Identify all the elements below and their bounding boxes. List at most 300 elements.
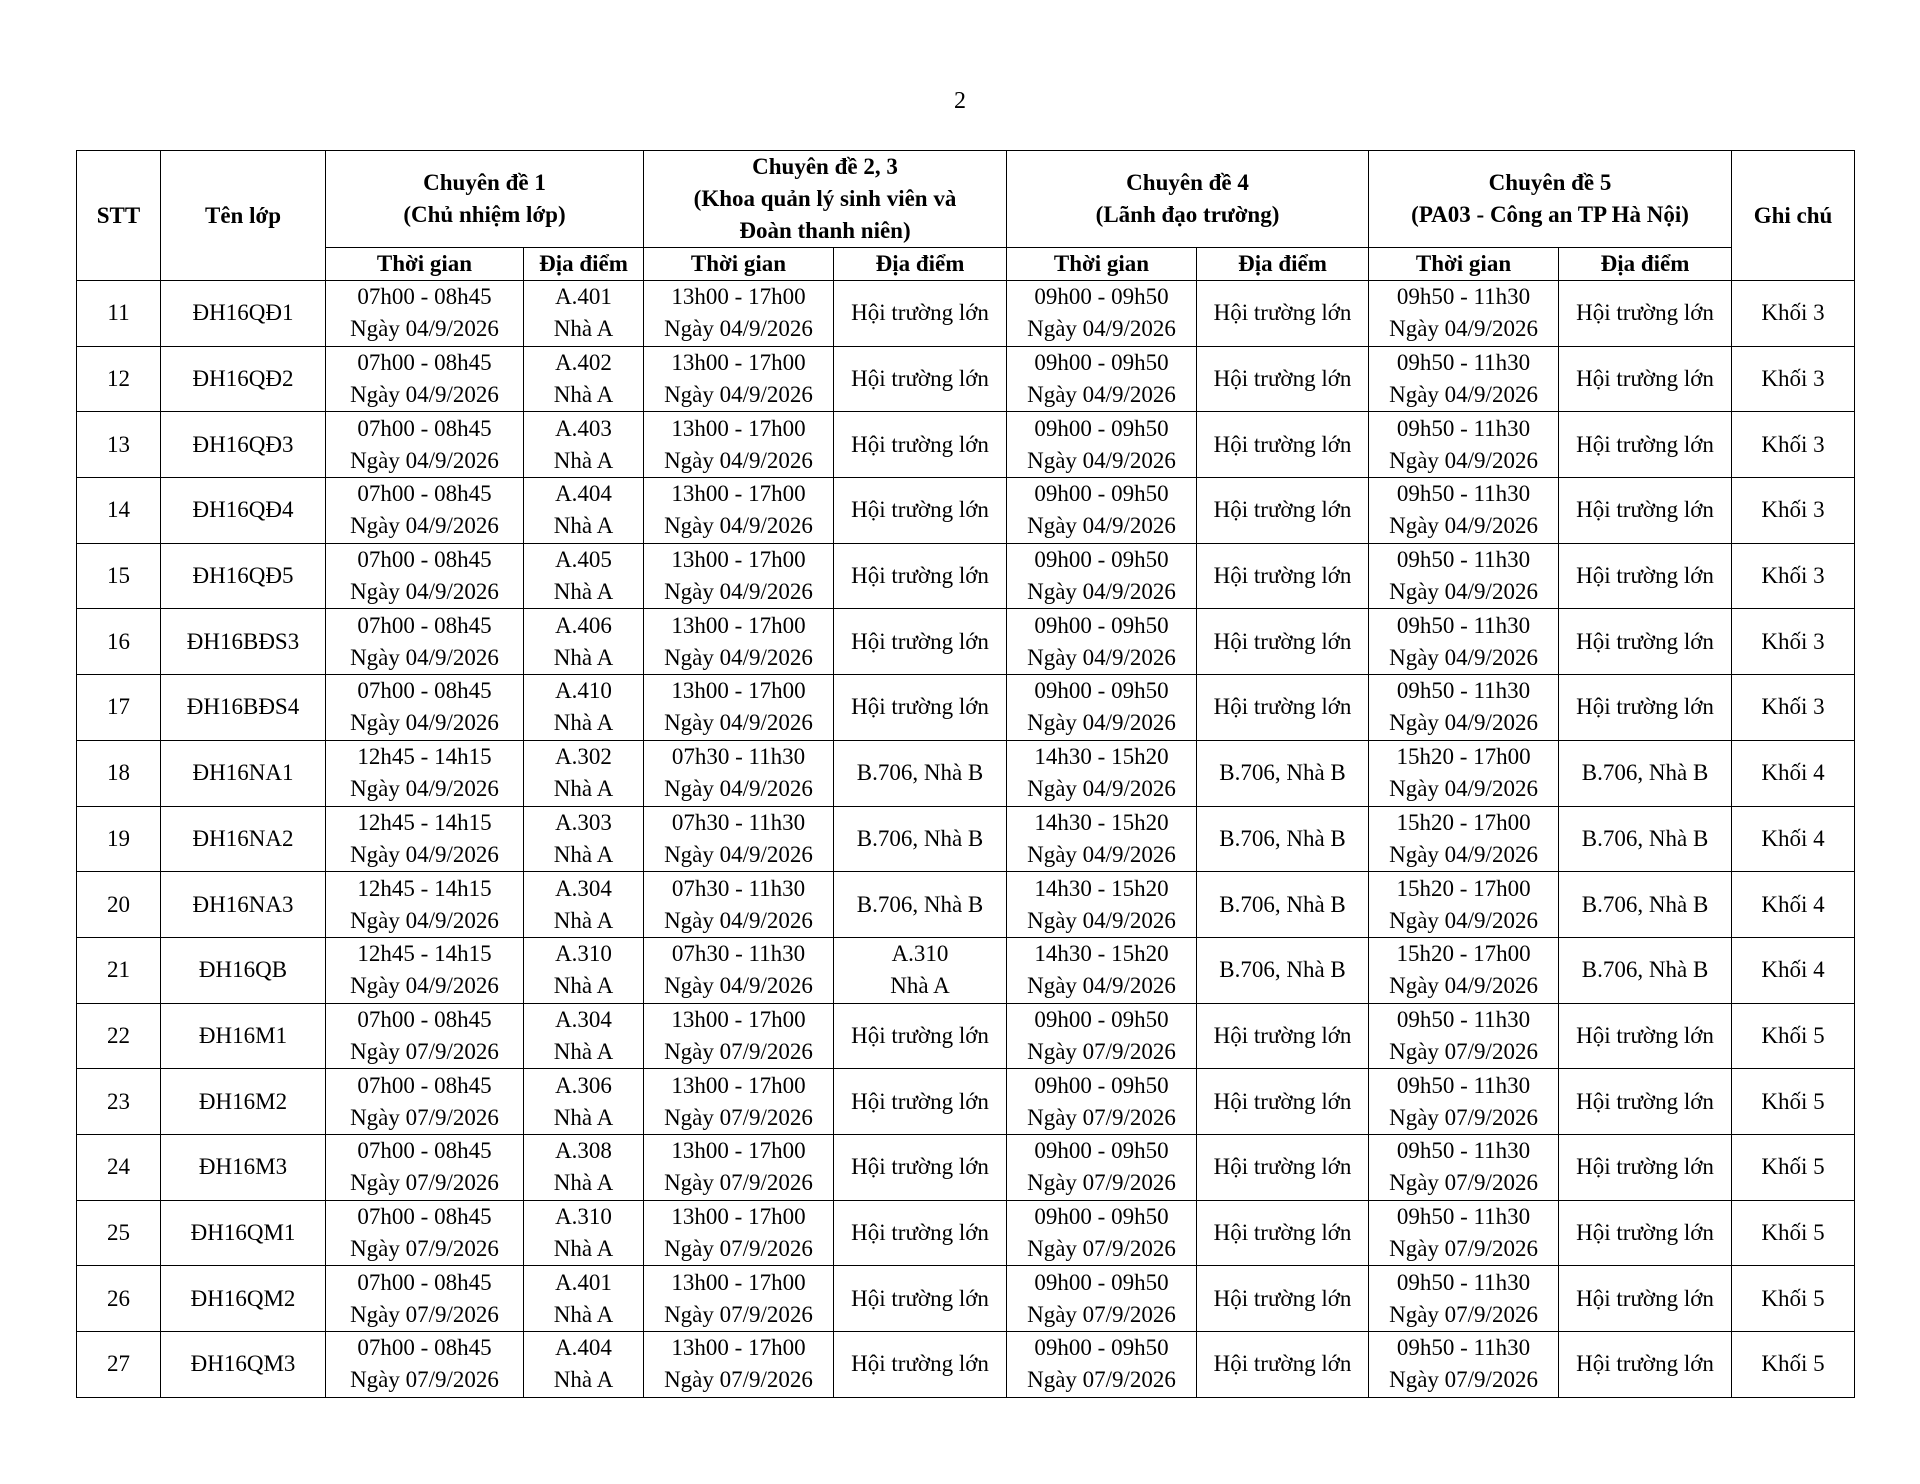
time-range: 09h50 - 11h30 <box>1396 350 1531 376</box>
place: B.706, Nhà B <box>1581 825 1709 851</box>
date: Ngày 04/9/2026 <box>350 316 499 342</box>
topic5-place-cell <box>1559 1200 1732 1266</box>
place: B.706, Nhà B <box>1581 760 1709 786</box>
topic1-place-cell <box>524 872 644 938</box>
place: Hội trường lớn <box>1576 563 1714 589</box>
table-row <box>77 543 1855 609</box>
topic1-place-cell <box>524 1069 644 1135</box>
time-range: 09h50 - 11h30 <box>1396 1072 1531 1098</box>
topic1-time-cell <box>326 1003 524 1069</box>
place: Hội trường lớn <box>1576 366 1714 392</box>
note-cell <box>1732 675 1855 741</box>
note-value: Khối 3 <box>1761 694 1825 720</box>
header-place: Địa điểm <box>834 248 1007 281</box>
note-value: Khối 3 <box>1761 563 1825 589</box>
topic4-place-cell <box>1197 1332 1369 1398</box>
stt-cell <box>77 543 161 609</box>
topic4-time-cell <box>1007 806 1197 872</box>
room: A.304 <box>555 1006 612 1032</box>
time-range: 12h45 - 14h15 <box>357 744 492 770</box>
date: Ngày 07/9/2026 <box>1027 1104 1176 1130</box>
class-name-cell <box>161 609 326 675</box>
time-range: 09h50 - 11h30 <box>1396 1138 1531 1164</box>
topic23-time-cell <box>644 412 834 478</box>
topic5-time-cell <box>1369 1332 1559 1398</box>
place: Hội trường lớn <box>851 1154 989 1180</box>
header-row-subcolumns <box>77 248 1855 281</box>
time-range: 13h00 - 17h00 <box>671 1203 806 1229</box>
date: Ngày 04/9/2026 <box>1027 907 1176 933</box>
class-name-cell <box>161 478 326 544</box>
time-range: 13h00 - 17h00 <box>671 1072 806 1098</box>
topic4-time-cell <box>1007 1069 1197 1135</box>
topic4-place-cell <box>1197 543 1369 609</box>
topic5-time-cell <box>1369 543 1559 609</box>
place: B.706, Nhà B <box>856 891 984 917</box>
room: A.308 <box>555 1138 612 1164</box>
place: Hội trường lớn <box>1213 1088 1352 1114</box>
time-range: 09h50 - 11h30 <box>1396 612 1531 638</box>
note-cell <box>1732 1266 1855 1332</box>
stt-cell <box>77 1200 161 1266</box>
date: Ngày 07/9/2026 <box>1027 1367 1176 1393</box>
topic5-place-cell <box>1559 543 1732 609</box>
topic23-place-cell <box>834 1003 1007 1069</box>
topic23-place-cell <box>834 806 1007 872</box>
stt-cell <box>77 346 161 412</box>
time-range: 09h50 - 11h30 <box>1396 678 1531 704</box>
date: Ngày 04/9/2026 <box>1389 447 1538 473</box>
topic23-place-cell <box>834 281 1007 347</box>
room: A.401 <box>555 284 612 310</box>
class-name-cell <box>161 281 326 347</box>
place: Hội trường lớn <box>851 300 989 326</box>
class-name-cell <box>161 806 326 872</box>
topic23-time-cell <box>644 1332 834 1398</box>
building: Nhà A <box>553 447 614 473</box>
topic-owner: (PA03 - Công an TP Hà Nội) <box>1411 202 1689 227</box>
stt-cell <box>77 1003 161 1069</box>
note-value: Khối 3 <box>1761 300 1825 326</box>
topic5-time-cell <box>1369 346 1559 412</box>
topic1-place-cell <box>524 1003 644 1069</box>
room: A.310 <box>555 1203 612 1229</box>
date: Ngày 04/9/2026 <box>664 513 813 539</box>
date: Ngày 04/9/2026 <box>664 841 813 867</box>
topic23-place-cell <box>834 412 1007 478</box>
topic-owner: (Khoa quản lý sinh viên và <box>693 186 957 211</box>
stt-value: 17 <box>107 694 130 720</box>
class-name-value: ĐH16NA2 <box>192 825 294 851</box>
table-row <box>77 1069 1855 1135</box>
class-name-cell <box>161 412 326 478</box>
note-cell <box>1732 609 1855 675</box>
place: Hội trường lớn <box>851 431 989 457</box>
topic1-time-cell <box>326 346 524 412</box>
time-range: 07h00 - 08h45 <box>357 547 492 573</box>
topic23-time-cell <box>644 806 834 872</box>
class-name-value: ĐH16QĐ3 <box>192 431 294 457</box>
topic1-place-cell <box>524 1266 644 1332</box>
class-name-cell <box>161 1200 326 1266</box>
topic1-time-cell <box>326 1332 524 1398</box>
date: Ngày 04/9/2026 <box>1027 710 1176 736</box>
room: A.306 <box>555 1072 612 1098</box>
time-range: 09h00 - 09h50 <box>1034 1269 1169 1295</box>
topic1-place-cell <box>524 806 644 872</box>
topic4-place-cell <box>1197 346 1369 412</box>
building: Nhà A <box>553 710 614 736</box>
topic5-place-cell <box>1559 872 1732 938</box>
topic5-place-cell <box>1559 1266 1732 1332</box>
note-value: Khối 5 <box>1761 1219 1825 1245</box>
time-range: 12h45 - 14h15 <box>357 875 492 901</box>
note-cell <box>1732 1069 1855 1135</box>
time-range: 07h00 - 08h45 <box>357 284 492 310</box>
table-row <box>77 937 1855 1003</box>
topic1-time-cell <box>326 740 524 806</box>
topic1-place-cell <box>524 1200 644 1266</box>
time-range: 09h00 - 09h50 <box>1034 350 1169 376</box>
header-place: Địa điểm <box>524 248 644 281</box>
table-row <box>77 675 1855 741</box>
topic23-place-cell <box>834 1332 1007 1398</box>
time-range: 09h50 - 11h30 <box>1396 1269 1531 1295</box>
stt-value: 24 <box>107 1154 130 1180</box>
header-topic-4 <box>1007 151 1369 248</box>
topic1-place-cell <box>524 281 644 347</box>
schedule-table <box>76 150 1855 1398</box>
date: Ngày 04/9/2026 <box>350 513 499 539</box>
date: Ngày 04/9/2026 <box>350 447 499 473</box>
class-name-cell <box>161 1266 326 1332</box>
topic5-time-cell <box>1369 872 1559 938</box>
building: Nhà A <box>553 776 614 802</box>
place: Hội trường lớn <box>1213 1219 1352 1245</box>
time-range: 07h00 - 08h45 <box>357 1269 492 1295</box>
schedule-body <box>77 281 1855 1398</box>
place: Hội trường lớn <box>851 1285 989 1311</box>
room: A.403 <box>555 415 612 441</box>
topic1-time-cell <box>326 543 524 609</box>
topic4-place-cell <box>1197 1266 1369 1332</box>
topic5-place-cell <box>1559 1069 1732 1135</box>
time-range: 09h50 - 11h30 <box>1396 284 1531 310</box>
time-range: 07h00 - 08h45 <box>357 415 492 441</box>
time-range: 07h30 - 11h30 <box>671 809 806 835</box>
topic23-place-cell <box>834 1134 1007 1200</box>
date: Ngày 04/9/2026 <box>1027 382 1176 408</box>
stt-cell <box>77 937 161 1003</box>
note-value: Khối 4 <box>1761 760 1825 786</box>
topic1-place-cell <box>524 412 644 478</box>
note-value: Khối 5 <box>1761 1351 1825 1377</box>
time-range: 13h00 - 17h00 <box>671 612 806 638</box>
time-range: 13h00 - 17h00 <box>671 678 806 704</box>
class-name-value: ĐH16QĐ5 <box>192 563 294 589</box>
note-cell <box>1732 1003 1855 1069</box>
stt-value: 18 <box>107 760 130 786</box>
room: A.310 <box>555 941 612 967</box>
table-row <box>77 346 1855 412</box>
note-cell <box>1732 543 1855 609</box>
date: Ngày 04/9/2026 <box>1389 973 1538 999</box>
header-time: Thời gian <box>1007 248 1197 281</box>
topic-title: Chuyên đề 4 <box>1126 170 1249 195</box>
building: Nhà A <box>553 973 614 999</box>
place: Hội trường lớn <box>851 694 989 720</box>
stt-cell <box>77 1332 161 1398</box>
room: A.303 <box>555 809 612 835</box>
date: Ngày 07/9/2026 <box>350 1367 499 1393</box>
stt-value: 11 <box>107 300 130 326</box>
topic4-place-cell <box>1197 1003 1369 1069</box>
building: Nhà A <box>553 382 614 408</box>
topic23-place-cell <box>834 1069 1007 1135</box>
time-range: 07h00 - 08h45 <box>357 1138 492 1164</box>
time-range: 13h00 - 17h00 <box>671 284 806 310</box>
topic4-place-cell <box>1197 740 1369 806</box>
date: Ngày 04/9/2026 <box>1027 644 1176 670</box>
class-name-cell <box>161 1332 326 1398</box>
time-range: 09h50 - 11h30 <box>1396 481 1531 507</box>
topic4-place-cell <box>1197 872 1369 938</box>
time-range: 14h30 - 15h20 <box>1034 875 1169 901</box>
table-row <box>77 412 1855 478</box>
time-range: 15h20 - 17h00 <box>1396 809 1531 835</box>
topic1-time-cell <box>326 1266 524 1332</box>
topic23-place-cell <box>834 872 1007 938</box>
place: Hội trường lớn <box>1213 563 1352 589</box>
stt-cell <box>77 1134 161 1200</box>
date: Ngày 04/9/2026 <box>664 447 813 473</box>
note-cell <box>1732 1134 1855 1200</box>
note-cell <box>1732 346 1855 412</box>
stt-value: 27 <box>107 1351 130 1377</box>
date: Ngày 07/9/2026 <box>664 1104 813 1130</box>
note-cell <box>1732 281 1855 347</box>
topic4-place-cell <box>1197 1134 1369 1200</box>
time-range: 09h00 - 09h50 <box>1034 415 1169 441</box>
note-value: Khối 4 <box>1761 891 1825 917</box>
topic1-time-cell <box>326 478 524 544</box>
topic23-place-cell <box>834 1266 1007 1332</box>
date: Ngày 07/9/2026 <box>1027 1170 1176 1196</box>
date: Ngày 07/9/2026 <box>350 1301 499 1327</box>
topic23-time-cell <box>644 1266 834 1332</box>
topic23-time-cell <box>644 478 834 544</box>
topic5-time-cell <box>1369 675 1559 741</box>
topic23-time-cell <box>644 281 834 347</box>
time-range: 12h45 - 14h15 <box>357 941 492 967</box>
date: Ngày 07/9/2026 <box>664 1170 813 1196</box>
topic1-place-cell <box>524 740 644 806</box>
topic-title: Chuyên đề 1 <box>423 170 546 195</box>
topic5-place-cell <box>1559 1003 1732 1069</box>
topic1-place-cell <box>524 478 644 544</box>
topic5-time-cell <box>1369 937 1559 1003</box>
topic-owner-cont: Đoàn thanh niên) <box>739 218 911 243</box>
class-name-cell <box>161 1003 326 1069</box>
stt-cell <box>77 740 161 806</box>
place: Hội trường lớn <box>1213 628 1352 654</box>
class-name-value: ĐH16M2 <box>198 1088 288 1114</box>
date: Ngày 04/9/2026 <box>1027 841 1176 867</box>
room: A.404 <box>555 1335 612 1361</box>
topic5-place-cell <box>1559 937 1732 1003</box>
topic5-time-cell <box>1369 478 1559 544</box>
time-range: 13h00 - 17h00 <box>671 1006 806 1032</box>
time-range: 07h00 - 08h45 <box>357 350 492 376</box>
building: Nhà A <box>553 1235 614 1261</box>
building: Nhà A <box>553 1170 614 1196</box>
header-time: Thời gian <box>644 248 834 281</box>
class-name-value: ĐH16QM2 <box>190 1285 296 1311</box>
time-range: 09h00 - 09h50 <box>1034 1138 1169 1164</box>
class-name-value: ĐH16QB <box>198 957 288 983</box>
topic5-time-cell <box>1369 1266 1559 1332</box>
topic23-place-cell <box>834 937 1007 1003</box>
topic1-time-cell <box>326 609 524 675</box>
topic23-time-cell <box>644 937 834 1003</box>
note-value: Khối 3 <box>1761 366 1825 392</box>
time-range: 09h00 - 09h50 <box>1034 481 1169 507</box>
table-row <box>77 1266 1855 1332</box>
place: Hội trường lớn <box>1576 1285 1714 1311</box>
date: Ngày 07/9/2026 <box>1027 1038 1176 1064</box>
time-range: 15h20 - 17h00 <box>1396 941 1531 967</box>
note-cell <box>1732 740 1855 806</box>
topic5-time-cell <box>1369 281 1559 347</box>
topic4-place-cell <box>1197 412 1369 478</box>
place: Hội trường lớn <box>1576 300 1714 326</box>
stt-cell <box>77 1069 161 1135</box>
time-range: 07h30 - 11h30 <box>671 744 806 770</box>
stt-cell <box>77 609 161 675</box>
table-row <box>77 609 1855 675</box>
date: Ngày 04/9/2026 <box>350 579 499 605</box>
stt-value: 26 <box>107 1285 130 1311</box>
topic5-time-cell <box>1369 1069 1559 1135</box>
time-range: 14h30 - 15h20 <box>1034 744 1169 770</box>
table-row <box>77 1200 1855 1266</box>
header-note: Ghi chú <box>1732 151 1855 281</box>
date: Ngày 04/9/2026 <box>1027 447 1176 473</box>
date: Ngày 07/9/2026 <box>1389 1367 1538 1393</box>
stt-cell <box>77 872 161 938</box>
topic-owner: (Chủ nhiệm lớp) <box>403 202 566 227</box>
stt-value: 22 <box>107 1022 130 1048</box>
date: Ngày 07/9/2026 <box>664 1367 813 1393</box>
date: Ngày 04/9/2026 <box>1389 710 1538 736</box>
place: Hội trường lớn <box>1213 300 1352 326</box>
table-row <box>77 806 1855 872</box>
time-range: 07h00 - 08h45 <box>357 612 492 638</box>
header-topic-5 <box>1369 151 1732 248</box>
topic23-time-cell <box>644 1134 834 1200</box>
class-name-value: ĐH16QM1 <box>190 1219 296 1245</box>
note-value: Khối 5 <box>1761 1088 1825 1114</box>
topic5-time-cell <box>1369 806 1559 872</box>
topic4-time-cell <box>1007 1332 1197 1398</box>
time-range: 07h00 - 08h45 <box>357 1006 492 1032</box>
class-name-value: ĐH16QĐ2 <box>192 366 294 392</box>
date: Ngày 04/9/2026 <box>664 973 813 999</box>
topic-owner: (Lãnh đạo trường) <box>1095 202 1280 227</box>
place: Hội trường lớn <box>1213 1022 1352 1048</box>
time-range: 13h00 - 17h00 <box>671 350 806 376</box>
topic5-place-cell <box>1559 1332 1732 1398</box>
place: Hội trường lớn <box>1213 366 1352 392</box>
place: Hội trường lớn <box>851 1219 989 1245</box>
stt-value: 20 <box>107 891 130 917</box>
table-row <box>77 1134 1855 1200</box>
note-value: Khối 5 <box>1761 1022 1825 1048</box>
class-name-value: ĐH16BĐS4 <box>186 694 300 720</box>
time-range: 09h50 - 11h30 <box>1396 1203 1531 1229</box>
date: Ngày 07/9/2026 <box>1389 1301 1538 1327</box>
class-name-value: ĐH16M3 <box>198 1154 288 1180</box>
topic5-time-cell <box>1369 1200 1559 1266</box>
topic4-time-cell <box>1007 609 1197 675</box>
building: Nhà A <box>553 513 614 539</box>
topic5-place-cell <box>1559 675 1732 741</box>
stt-cell <box>77 675 161 741</box>
topic1-time-cell <box>326 937 524 1003</box>
note-value: Khối 3 <box>1761 628 1825 654</box>
room: A.401 <box>555 1269 612 1295</box>
place: Hội trường lớn <box>1213 497 1352 523</box>
date: Ngày 04/9/2026 <box>664 382 813 408</box>
header-row-topics <box>77 151 1855 248</box>
date: Ngày 04/9/2026 <box>1389 316 1538 342</box>
topic5-place-cell <box>1559 281 1732 347</box>
building: Nhà A <box>553 1301 614 1327</box>
topic23-time-cell <box>644 675 834 741</box>
place: Hội trường lớn <box>1576 497 1714 523</box>
note-value: Khối 3 <box>1761 497 1825 523</box>
place: Hội trường lớn <box>851 1351 989 1377</box>
note-value: Khối 5 <box>1761 1285 1825 1311</box>
time-range: 09h00 - 09h50 <box>1034 1006 1169 1032</box>
place: Hội trường lớn <box>1576 431 1714 457</box>
topic4-time-cell <box>1007 346 1197 412</box>
class-name-cell <box>161 937 326 1003</box>
topic23-place-cell <box>834 675 1007 741</box>
topic5-time-cell <box>1369 412 1559 478</box>
date: Ngày 04/9/2026 <box>1027 973 1176 999</box>
date: Ngày 04/9/2026 <box>350 907 499 933</box>
time-range: 13h00 - 17h00 <box>671 1335 806 1361</box>
time-range: 13h00 - 17h00 <box>671 481 806 507</box>
topic4-place-cell <box>1197 281 1369 347</box>
topic1-time-cell <box>326 412 524 478</box>
topic-title: Chuyên đề 2, 3 <box>752 154 898 179</box>
class-name-cell <box>161 872 326 938</box>
date: Ngày 07/9/2026 <box>1027 1301 1176 1327</box>
stt-cell <box>77 412 161 478</box>
time-range: 09h00 - 09h50 <box>1034 612 1169 638</box>
time-range: 14h30 - 15h20 <box>1034 809 1169 835</box>
date: Ngày 04/9/2026 <box>1389 644 1538 670</box>
topic4-time-cell <box>1007 412 1197 478</box>
topic1-time-cell <box>326 675 524 741</box>
stt-cell <box>77 281 161 347</box>
topic4-place-cell <box>1197 675 1369 741</box>
place: Hội trường lớn <box>851 563 989 589</box>
place: B.706, Nhà B <box>1219 760 1346 786</box>
time-range: 09h00 - 09h50 <box>1034 678 1169 704</box>
